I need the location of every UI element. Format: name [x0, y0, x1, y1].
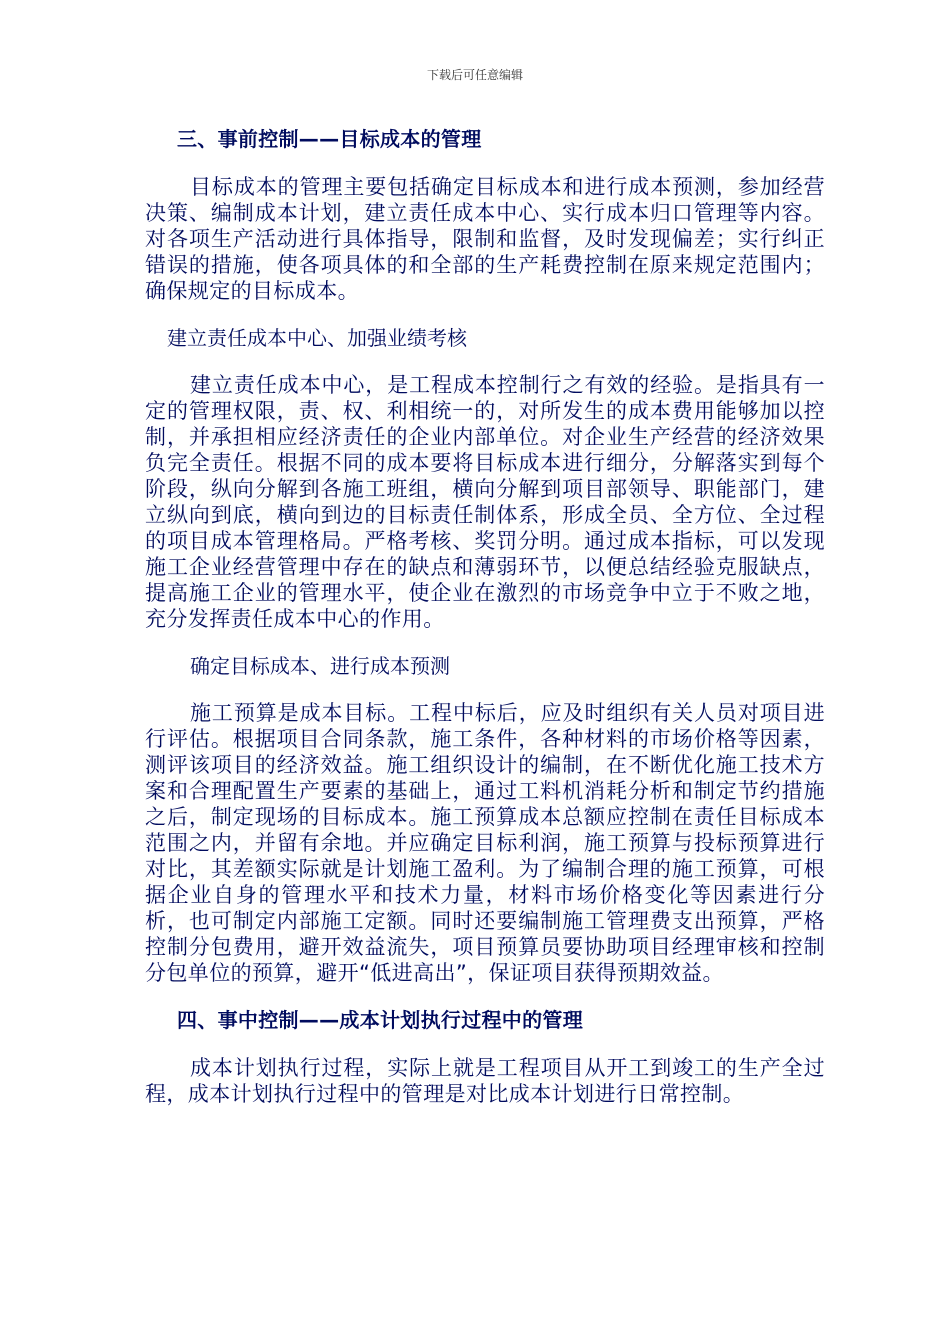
page-header: 下载后可任意编辑 [426, 68, 523, 82]
paragraph-plan-execution: 成本计划执行过程，实际上就是工程项目从开工到竣工的生产全过程，成本计划执行过程中的管理是对比成本计划进行日常控制。 [145, 1056, 825, 1106]
paragraph-responsibility-center: 建立责任成本中心，是工程成本控制行之有效的经验。是指具有一定的管理权限，责、权、利相统一的，对所发生的成本费用能够加以控制，并承担相应经济责任的企业内部单位。对企业生产经营的经济效果负完全责任。根据不同的成本要将目标成本进行细分，分解落实到每个阶段，纵向分解到各施工班组，横向分解到项目部领导、职能部门，建立纵向到底，横向到边的目标责任制体系，形成全员、全方位、全过程的项目成本管理格局。严格考核、奖罚分明。通过成本指标，可以发现施工企业经营管理中存在的缺点和薄弱环节，以便总结经验克服缺点，提高施工企业的管理水平，使企业在激烈的市场竞争中立于不败之地，充分发挥责任成本中心的作用。 [145, 373, 825, 631]
section-heading-pre-control: 三、事前控制——目标成本的管理 [177, 127, 482, 151]
subheading-cost-forecast: 确定目标成本、进行成本预测 [190, 654, 450, 678]
section-heading-in-process-control: 四、事中控制——成本计划执行过程中的管理 [177, 1008, 583, 1032]
paragraph-target-cost-intro: 目标成本的管理主要包括确定目标成本和进行成本预测，参加经营决策、编制成本计划，建立责任成本中心、实行成本归口管理等内容。对各项生产活动进行具体指导，限制和监督，及时发现偏差；实行纠正错误的措施，使各项具体的和全部的生产耗费控制在原来规定范围内；确保规定的目标成本。 [145, 175, 825, 303]
subheading-responsibility-center: 建立责任成本中心、加强业绩考核 [167, 326, 467, 350]
paragraph-construction-budget: 施工预算是成本目标。工程中标后，应及时组织有关人员对项目进行评估。根据项目合同条款，施工条件，各种材料的市场价格等因素，测评该项目的经济效益。施工组织设计的编制，在不断优化施工技术方案和合理配置生产要素的基础上，通过工料机消耗分析和制定节约措施之后，制定现场的目标成本。施工预算成本总额应控制在责任目标成本范围之内，并留有余地。并应确定目标利润，施工预算与投标预算进行对比，其差额实际就是计划施工盈利。为了编制合理的施工预算，可根据企业自身的管理水平和技术力量，材料市场价格变化等因素进行分析，也可制定内部施工定额。同时还要编制施工管理费支出预算，严格控制分包费用，避开效益流失，项目预算员要协助项目经理审核和控制分包单位的预算，避开“低进高出”，保证项目获得预期效益。 [145, 701, 825, 985]
document-body [145, 125, 825, 1127]
